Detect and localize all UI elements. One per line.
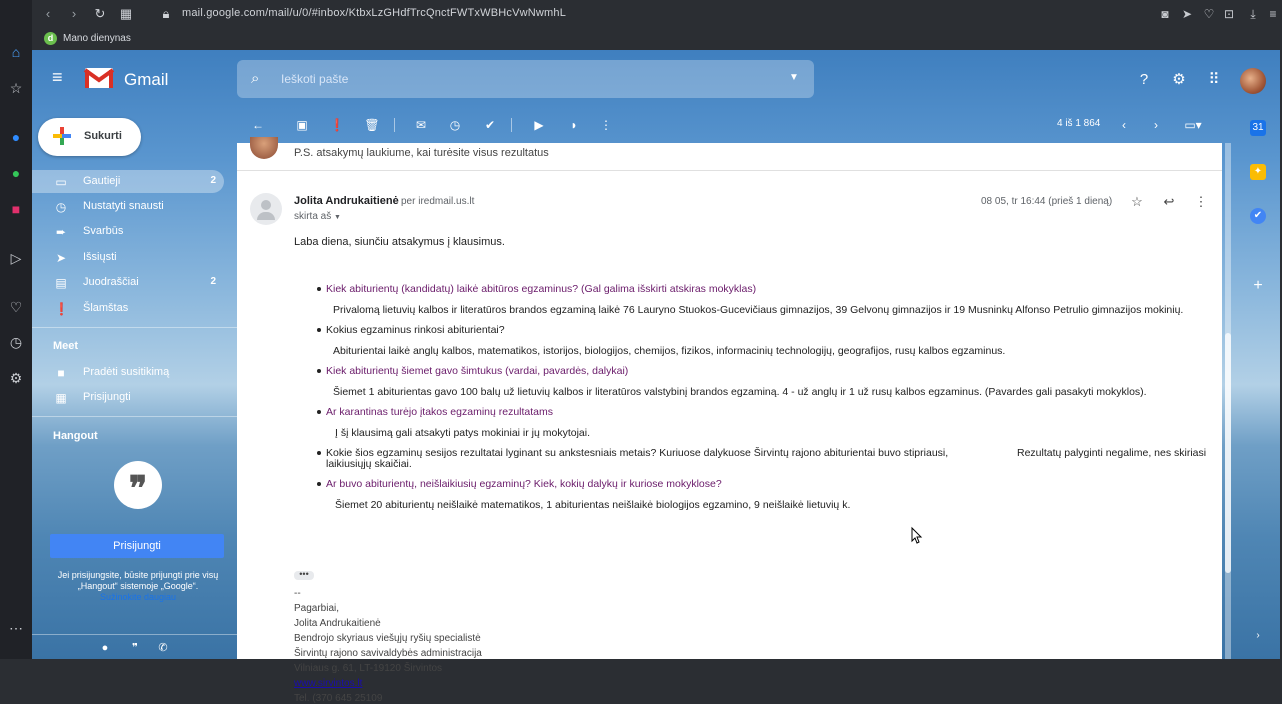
send-icon: ➤	[55, 251, 67, 265]
camera-icon[interactable]: ◙	[1161, 7, 1169, 21]
search-bar[interactable]	[237, 60, 814, 98]
hangout-info-text: Jei prisijungsite, būsite prijungti prie visų „Hangout“ sistemoje „Google“.	[57, 570, 219, 591]
messenger-icon[interactable]: ●	[11, 129, 21, 145]
tabs-grid-icon[interactable]: ▦	[119, 6, 133, 21]
question	[326, 447, 948, 459]
question	[326, 283, 756, 295]
nav-label: Šlamštas	[83, 302, 129, 314]
pager-text: 4 iš 1 864	[1057, 118, 1101, 129]
star-icon[interactable]: ☆	[1131, 194, 1143, 209]
draft-icon: ▤	[55, 276, 67, 290]
signature-line: Bendrojo skyriaus viešųjų ryšių specialistė	[294, 633, 481, 644]
answer-continued: laikiusiųjų skaičiai.	[326, 458, 412, 470]
meet-title: Meet	[53, 340, 79, 352]
question	[326, 324, 505, 336]
hangout-title: Hangout	[53, 430, 98, 442]
answer: Į šį klausimą gali atsakyti patys mokiniai ir jų mokytojai.	[335, 427, 591, 439]
bullet	[317, 410, 321, 414]
compose-button[interactable]	[38, 118, 141, 156]
nav-item-inbox[interactable]	[32, 170, 224, 193]
reload-icon[interactable]: ↻	[94, 6, 106, 21]
previous-message[interactable]	[237, 143, 1222, 171]
nav-count: 2	[210, 276, 216, 287]
more-vert-icon[interactable]: ⋮	[1194, 194, 1208, 209]
lock-icon: 🔒︎	[162, 6, 170, 21]
answer: Šiemet 1 abiturientas gavo 100 balų už lietuvių kalbos ir literatūros valstybinį brandos egzaminą. 4 - už anglų ir 1 už rusų kalbos egzaminus. (Pavardes gali pasakyti mokyklos).	[333, 386, 1147, 398]
inbox-icon: ▭	[55, 175, 67, 189]
bookmarks-bar	[32, 28, 1280, 50]
hangout-signin-button[interactable]: Prisijungti	[50, 534, 224, 558]
prev-page-icon[interactable]: ‹	[1122, 118, 1126, 132]
report-spam-icon[interactable]: ❗	[329, 118, 345, 132]
hangout-icon[interactable]: ❞	[132, 642, 138, 654]
question	[326, 365, 628, 377]
scroll-thumb[interactable]	[1225, 333, 1231, 573]
search-options-icon[interactable]: ▼	[789, 72, 799, 83]
side-panel	[1232, 110, 1280, 659]
bullet	[317, 451, 321, 455]
question	[326, 406, 553, 418]
input-tools-icon[interactable]: ▭▾	[1184, 118, 1202, 132]
label-icon[interactable]: ◗	[570, 118, 578, 132]
spam-icon: ❗	[54, 302, 69, 316]
bullet	[317, 369, 321, 373]
tasks-icon[interactable]: ✔	[1250, 208, 1266, 224]
question-text: Kiek abiturientų (kandidatų) laikė abitūros egzaminus? (Gal galima išskirti atskiras mokyklas)	[326, 283, 757, 295]
url-text[interactable]: mail.google.com/mail/u/0/#inbox/KtbxLzGHdfTrcQnctFWTxWBHcVwNwmhL	[182, 7, 567, 19]
menu-icon[interactable]: ≡	[1269, 7, 1277, 21]
nav-item-snoozed[interactable]	[32, 195, 224, 218]
signature-line: Pagarbiai,	[294, 603, 340, 614]
move-to-icon[interactable]: ▶	[534, 118, 544, 132]
signature-link[interactable]	[294, 678, 362, 689]
avatar	[250, 137, 278, 159]
nav-label: Išsiųsti	[83, 251, 117, 263]
nav-label: Svarbūs	[83, 225, 124, 237]
search-icon[interactable]: ⌕	[251, 70, 260, 87]
greeting: Laba diena, siunčiu atsakymus į klausimus.	[294, 236, 505, 248]
speed-dial-icon[interactable]: ☆	[9, 80, 23, 96]
signature-line: Širvintų rajono savivaldybės administracija	[294, 648, 482, 659]
mark-unread-icon[interactable]: ✉	[415, 118, 427, 132]
nav-label: Prisijungti	[83, 391, 131, 403]
add-addon-icon[interactable]: +	[1253, 277, 1263, 294]
hangout-tabs	[32, 634, 237, 659]
reply-icon[interactable]: ↩	[1163, 194, 1175, 209]
question-text: Ar karantinas turėjo įtakos egzaminų rezultatams	[326, 406, 554, 418]
instagram-icon[interactable]: ■	[11, 201, 21, 217]
clock-icon: ◷	[55, 200, 67, 214]
nav-label: Gautieji	[83, 175, 121, 187]
help-icon[interactable]: ?	[1139, 71, 1149, 88]
snapshot-icon[interactable]: ⊡	[1223, 7, 1235, 21]
divider	[32, 416, 237, 417]
sender-name: Jolita Andrukaitienė	[294, 195, 399, 207]
back-icon[interactable]: ‹	[45, 6, 51, 21]
signature-line: Jolita Andrukaitienė	[294, 618, 381, 629]
important-icon: ➨	[55, 225, 67, 239]
gmail-brand[interactable]: Gmail	[124, 70, 169, 89]
bookmark-label: Mano dienynas	[63, 33, 131, 44]
archive-icon[interactable]: ▣	[296, 118, 308, 132]
sender-via: per iredmail.us.lt	[401, 196, 475, 207]
recipient-text: skirta aš	[294, 211, 332, 222]
bullet	[317, 328, 321, 332]
next-page-icon[interactable]: ›	[1154, 118, 1158, 132]
add-task-icon[interactable]: ✔	[484, 118, 496, 132]
heart-icon[interactable]: ♡	[9, 299, 23, 315]
nav-item-sent[interactable]	[32, 246, 224, 269]
question-text: Ar buvo abiturientų, neišlaikiusių egzaminų? Kiek, kokių dalykų ir kuriose mokyklose?	[326, 478, 722, 490]
signature-line: Vilniaus g. 61, LT-19120 Širvintos	[294, 663, 443, 674]
nav-count: 2	[210, 175, 216, 186]
bullet	[317, 482, 321, 486]
bullet	[317, 287, 321, 291]
mouse-cursor-icon	[912, 528, 922, 544]
signature-line: --	[294, 588, 301, 599]
compose-label: Sukurti	[84, 130, 122, 142]
browser-sidebar	[0, 0, 32, 659]
back-arrow-icon[interactable]: ←	[252, 118, 264, 132]
question-text: Kokie šios egzaminų sesijos rezultatai lyginant su ankstesniais metais? Kuriuose dalykuose Širvintų rajono abiturientai buvo stipriausi,	[326, 447, 949, 459]
meet-join[interactable]	[32, 386, 224, 409]
divider	[32, 327, 237, 328]
address-bar	[32, 0, 1280, 28]
email-view	[237, 143, 1222, 704]
heart-icon[interactable]: ♡	[1203, 7, 1215, 21]
calendar-icon[interactable]: 31	[1250, 120, 1266, 136]
keyboard-icon: ▦	[55, 391, 67, 405]
toolbar-separator	[394, 118, 395, 132]
question-text: Kiek abiturientų šiemet gavo šimtukus (vardai, pavardės, dalykai)	[326, 365, 629, 377]
gmail-logo-icon[interactable]	[84, 66, 114, 90]
plus-icon	[52, 126, 72, 146]
apps-icon[interactable]: ⠿	[1208, 71, 1220, 88]
extensions-icon[interactable]: ⚙	[9, 370, 23, 386]
keep-icon[interactable]: ✦	[1250, 164, 1266, 180]
answer: Abiturientai laikė anglų kalbos, matematikos, istorijos, biologijos, chemijos, fizikos, informacinių technologijų, geografijos, rusų kalbos egzaminus.	[333, 345, 1006, 357]
main-menu-icon[interactable]: ≡	[52, 67, 63, 87]
gmail-app	[32, 50, 1280, 704]
toolbar-separator	[511, 118, 512, 132]
message-date: 08 05, tr 16:44 (prieš 1 dieną)	[981, 196, 1113, 207]
scrollbar[interactable]	[1225, 143, 1231, 659]
expand-panel-icon[interactable]: ›	[1256, 630, 1260, 641]
recipient-dropdown[interactable]	[294, 211, 341, 222]
website-link[interactable]: www.sirvintos.lt	[294, 678, 363, 689]
show-trimmed-content-button[interactable]: •••	[294, 571, 314, 580]
gmail-header	[32, 50, 1280, 110]
person-icon[interactable]: ●	[101, 642, 109, 654]
prev-snippet: P.S. atsakymų laukiume, kai turėsite visus rezultatus	[294, 147, 549, 159]
meet-start[interactable]	[32, 361, 224, 384]
account-avatar[interactable]	[1240, 68, 1266, 94]
send-icon[interactable]: ➤	[1181, 7, 1193, 21]
nav-item-important[interactable]	[32, 220, 224, 243]
history-icon[interactable]: ◷	[9, 334, 23, 350]
bookmark-icon: d	[44, 32, 57, 45]
answer: Rezultatų palyginti negalime, nes skiriasi	[1017, 447, 1207, 459]
video-icon: ■	[57, 366, 65, 380]
signature-phone: Tel. (370 645 25109	[294, 693, 383, 704]
more-icon[interactable]: ⋯	[9, 620, 23, 636]
snooze-icon[interactable]: ◷	[449, 118, 461, 132]
delete-icon[interactable]: 🗑︎	[364, 118, 380, 132]
nav-item-spam[interactable]	[32, 297, 224, 320]
search-input[interactable]	[281, 71, 761, 87]
forward-icon[interactable]: ›	[71, 6, 77, 21]
home-icon[interactable]: ⌂	[11, 44, 21, 60]
nav-label: Nustatyti snausti	[83, 200, 164, 212]
hangout-quote-icon: ❞	[114, 461, 162, 509]
send-flow-icon[interactable]: ▷	[10, 250, 22, 266]
more-vert-icon[interactable]: ⋮	[600, 118, 612, 132]
sender-avatar	[250, 193, 282, 225]
chevron-down-icon: ▼	[334, 214, 341, 221]
settings-icon[interactable]: ⚙	[1172, 71, 1186, 88]
answer: Privalomą lietuvių kalbos ir literatūros brandos egzaminą laikė 76 Lauryno Stuokos-Gucevičiaus gimnazijos, 39 Gelvonų gimnazijos ir 19 Musninkų Alfonso Petrulio gimnazijos mokinių.	[333, 304, 1184, 316]
hangout-learn-more-link[interactable]: Sužinokite daugiau	[99, 592, 177, 602]
question	[326, 478, 722, 490]
message-toolbar	[237, 110, 1222, 140]
nav-label: Juodraščiai	[83, 276, 139, 288]
phone-icon[interactable]: ✆	[158, 642, 168, 654]
question-text: Kokius egzaminus rinkosi abiturientai?	[326, 324, 505, 336]
answer: Šiemet 20 abiturientų neišlaikė matematikos, 1 abiturientas neišlaikė biologijos egzamino, 9 neišlaikė lietuvių k.	[335, 499, 851, 511]
nav-label: Pradėti susitikimą	[83, 366, 170, 378]
nav-item-drafts[interactable]	[32, 271, 224, 294]
download-icon[interactable]: ⤓	[1250, 7, 1256, 21]
bookmark-item[interactable]	[44, 32, 131, 45]
whatsapp-icon[interactable]: ●	[11, 165, 21, 181]
